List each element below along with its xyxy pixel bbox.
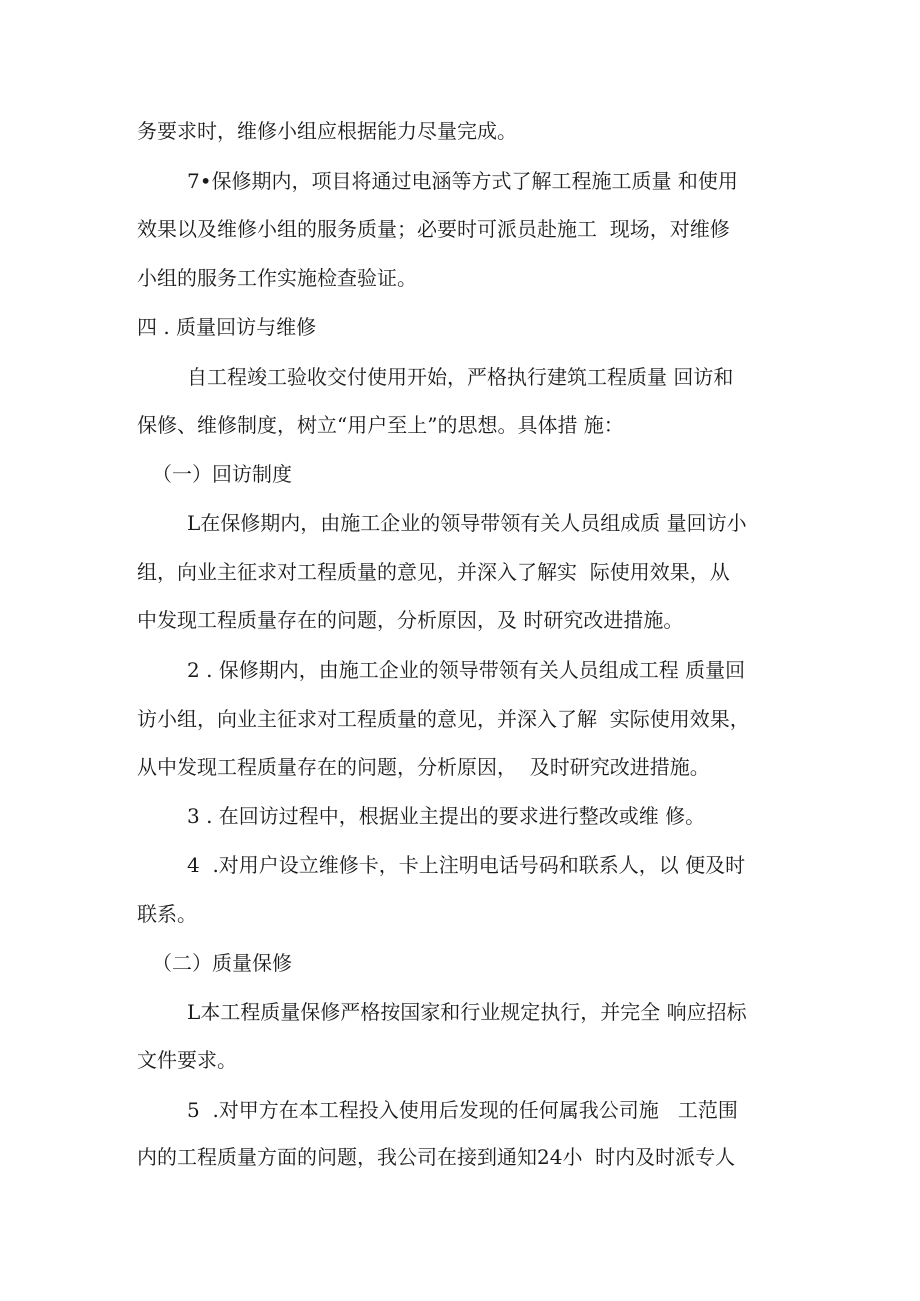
text-line-13: 访小组，向业主征求对工程质量的意见，并深入了解 实际使用效果，: [137, 707, 750, 731]
text-line-6: 自工程竣工验收交付使用开始，严格执行建筑工程质量 回访和: [187, 365, 734, 389]
text-line-10: 组，向业主征求对工程质量的意见，并深入了解实 际使用效果，从: [137, 560, 730, 584]
text-line-7: 保修、维修制度，树立“用户至上”的思想。具体措 施：: [137, 413, 624, 437]
text-line-12: 2 . 保修期内，由施工企业的领导带领有关人员组成工程 质量回: [187, 658, 746, 682]
text-line-1: 务要求时，维修小组应根据能力尽量完成。: [137, 119, 517, 143]
text-line-4: 小组的服务工作实施检查验证。: [137, 266, 417, 290]
text-line-11: 中发现工程质量存在的问题，分析原因，及 时研究改进措施。: [137, 608, 684, 632]
text-line-2: 7•保修期内，项目将通过电涵等方式了解工程施工质量 和使用: [187, 169, 738, 193]
text-line-15: 3 . 在回访过程中，根据业主提出的要求进行整改或维 修。: [187, 804, 706, 828]
text-line-17: 联系。: [137, 902, 197, 926]
text-line-20: 文件要求。: [137, 1048, 237, 1072]
section-heading-4: 四 . 质量回访与维修: [137, 315, 317, 339]
text-line-22: 内的工程质量方面的问题，我公司在接到通知24小 时内及时派专人: [137, 1145, 736, 1169]
text-line-19: L本工程质量保修严格按国家和行业规定执行，并完全 响应招标: [187, 1000, 747, 1024]
text-line-14: 从中发现工程质量存在的问题，分析原因， 及时研究改进措施。: [137, 755, 710, 779]
text-line-3: 效果以及维修小组的服务质量；必要时可派员赴施工 现场，对维修: [137, 217, 730, 241]
subsection-heading-2: （二）质量保修: [152, 951, 292, 975]
text-line-9: L在保修期内，由施工企业的领导带领有关人员组成质 量回访小: [187, 511, 747, 535]
subsection-heading-1: （一）回访制度: [152, 462, 292, 486]
text-line-21: 5 .对甲方在本工程投入使用后发现的任何属我公司施 工范围: [187, 1098, 738, 1122]
text-line-16: 4 .对用户设立维修卡，卡上注明电话号码和联系人，以 便及时: [187, 853, 746, 877]
